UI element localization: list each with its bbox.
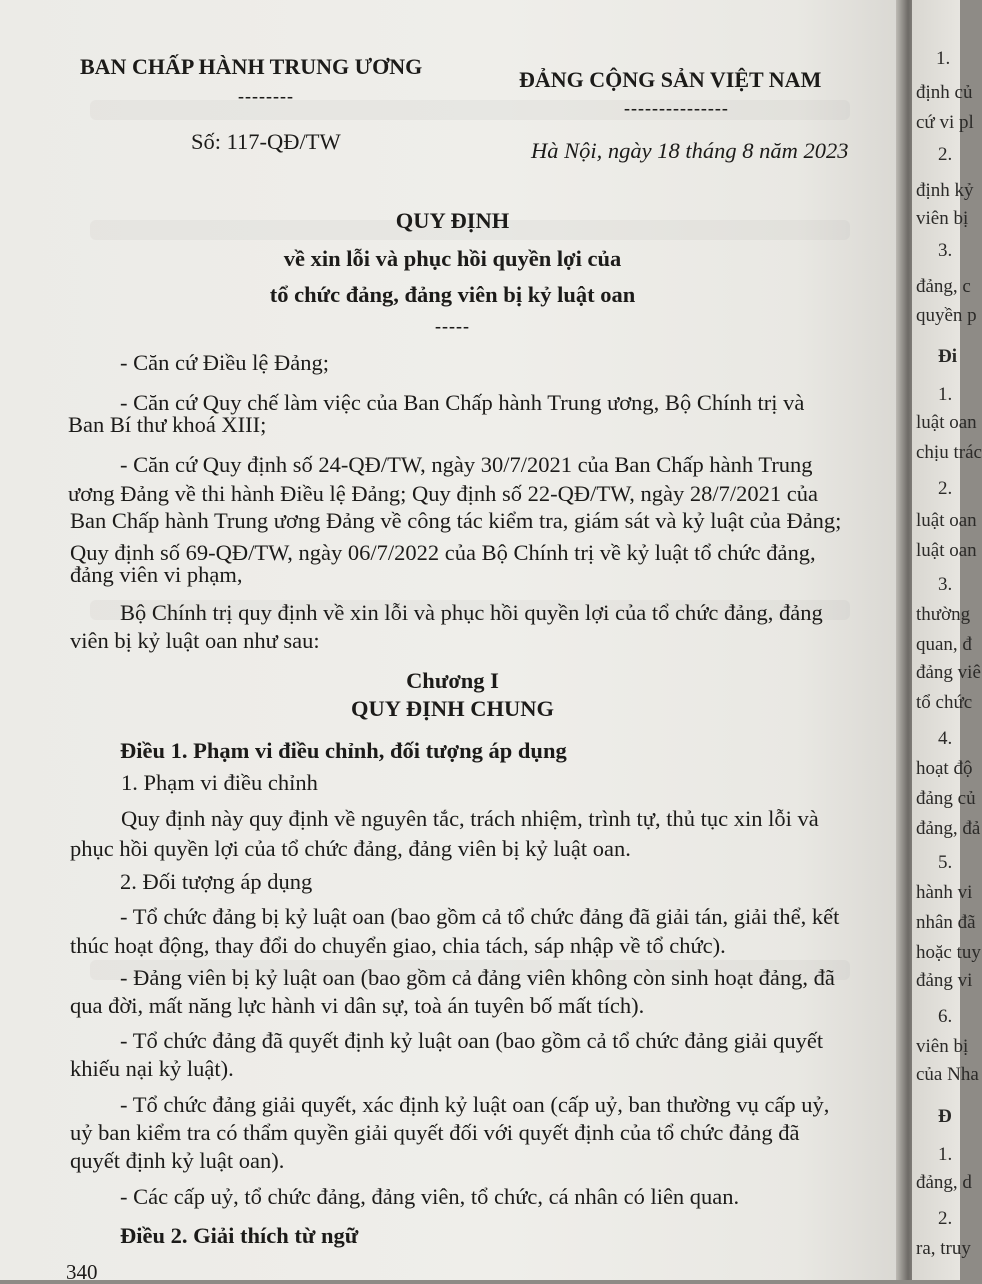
page-number: 340 [66, 1260, 98, 1284]
adjacent-page [912, 0, 982, 1280]
issuing-body: BAN CHẤP HÀNH TRUNG ƯƠNG [80, 54, 423, 79]
adjacent-page-fragment: đảng vi [916, 970, 973, 991]
adjacent-page-fragment: 1. [938, 384, 953, 405]
article-1-line: - Các cấp uỷ, tổ chức đảng, đảng viên, tổ chức, cá nhân có liên quan. [120, 1184, 740, 1209]
adjacent-page-fragment: viên bị [916, 208, 969, 229]
preamble-line: Ban Bí thư khoá XIII; [68, 412, 267, 437]
title-rule: ----- [435, 316, 470, 336]
adjacent-page-fragment: luật oan [916, 412, 977, 433]
document-subtitle-line1: về xin lỗi và phục hồi quyền lợi của [283, 246, 622, 271]
adjacent-page-fragment: hành vi [916, 882, 973, 903]
preamble-line: viên bị kỷ luật oan như sau: [70, 628, 320, 653]
chapter-number: Chương I [406, 668, 499, 693]
adjacent-page-fragment: 2. [938, 478, 953, 499]
adjacent-page-fragment: 4. [938, 728, 953, 749]
adjacent-page-fragment: Đ [938, 1106, 952, 1127]
adjacent-page-fragment: luật oan [916, 510, 977, 531]
adjacent-page-fragment: đảng củ [916, 788, 976, 809]
preamble-line: đảng viên vi phạm, [70, 562, 243, 587]
adjacent-page-fragment: 3. [938, 240, 953, 261]
adjacent-page-fragment: 2. [938, 1208, 953, 1229]
adjacent-page-fragment: 1. [938, 1144, 953, 1165]
party-name-rule: --------------- [624, 98, 729, 118]
preamble-line: Quy định số 69-QĐ/TW, ngày 06/7/2022 của Bộ Chính trị về kỷ luật tổ chức đảng, [70, 540, 816, 565]
adjacent-page-fragment: đảng, d [916, 1172, 972, 1193]
adjacent-page-fragment: chịu trác [916, 442, 982, 463]
adjacent-page-fragment: ra, truy [916, 1238, 971, 1259]
adjacent-page-fragment: hoạt độ [916, 758, 973, 779]
adjacent-page-fragment: đảng, đả [916, 818, 981, 839]
adjacent-page-fragment: quyền p [916, 305, 977, 326]
document-number: Số: 117-QĐ/TW [191, 129, 341, 154]
place-and-date: Hà Nội, ngày 18 tháng 8 năm 2023 [531, 138, 849, 163]
article-1-heading: Điều 1. Phạm vi điều chỉnh, đối tượng áp dụng [120, 738, 567, 763]
adjacent-page-fragment: định kỷ [916, 180, 974, 201]
article-1-line: Quy định này quy định về nguyên tắc, trách nhiệm, trình tự, thủ tục xin lỗi và [121, 806, 819, 831]
chapter-title: QUY ĐỊNH CHUNG [351, 696, 554, 721]
document-title: QUY ĐỊNH [395, 208, 510, 233]
article-1-line: phục hồi quyền lợi của tổ chức đảng, đảng viên bị kỷ luật oan. [70, 836, 631, 861]
adjacent-page-fragment: đảng, c [916, 276, 971, 297]
preamble-line: Ban Chấp hành Trung ương Đảng về công tác kiểm tra, giám sát và kỷ luật của Đảng; [70, 508, 842, 533]
article-1-line: qua đời, mất năng lực hành vi dân sự, toà án tuyên bố mất tích). [70, 993, 645, 1018]
article-1-line: - Tổ chức đảng giải quyết, xác định kỷ luật oan (cấp uỷ, ban thường vụ cấp uỷ, [120, 1092, 830, 1117]
adjacent-page-fragment: thường [916, 604, 971, 625]
article-1-line: khiếu nại kỷ luật). [70, 1056, 234, 1081]
preamble-line: Bộ Chính trị quy định về xin lỗi và phục hồi quyền lợi của tổ chức đảng, đảng [120, 600, 823, 625]
adjacent-page-fragment: đảng viê [916, 662, 981, 683]
adjacent-page-fragment: viên bị [916, 1036, 969, 1057]
adjacent-page-fragment: 2. [938, 144, 953, 165]
adjacent-page-fragment: của Nha [916, 1064, 979, 1085]
adjacent-page-fragment: hoặc tuy [916, 942, 981, 963]
preamble-line: ương Đảng về thi hành Điều lệ Đảng; Quy định số 22-QĐ/TW, ngày 28/7/2021 của [68, 481, 819, 506]
document-subtitle-line2: tổ chức đảng, đảng viên bị kỷ luật oan [269, 282, 636, 307]
article-1-line: uỷ ban kiểm tra có thẩm quyền giải quyết đối với quyết định của tổ chức đảng đã [70, 1120, 800, 1145]
adjacent-page-fragment: định củ [916, 82, 973, 103]
issuing-body-rule: -------- [238, 86, 294, 106]
adjacent-page-fragment: cứ vi pl [916, 112, 974, 133]
preamble-line: - Căn cứ Quy định số 24-QĐ/TW, ngày 30/7/2021 của Ban Chấp hành Trung [120, 452, 813, 477]
article-1-line: - Tổ chức đảng đã quyết định kỷ luật oan (bao gồm cả tổ chức đảng giải quyết [120, 1028, 824, 1053]
article-1-line: - Tổ chức đảng bị kỷ luật oan (bao gồm cả tổ chức đảng đã giải tán, giải thể, kết [120, 904, 840, 929]
adjacent-page-fragment: 3. [938, 574, 953, 595]
bleed-through [90, 100, 850, 120]
adjacent-page-fragment: luật oan [916, 540, 977, 561]
adjacent-page-fragment: 5. [938, 852, 953, 873]
preamble-line: - Căn cứ Điều lệ Đảng; [120, 350, 330, 375]
article-1-line: 2. Đối tượng áp dụng [120, 869, 313, 894]
party-name: ĐẢNG CỘNG SẢN VIỆT NAM [519, 67, 822, 92]
article-1-line: thúc hoạt động, thay đổi do chuyển giao, chia tách, sáp nhập về tổ chức). [70, 933, 726, 958]
article-1-line: quyết định kỷ luật oan). [70, 1148, 285, 1173]
article-1-line: 1. Phạm vi điều chỉnh [121, 770, 318, 795]
article-2-heading: Điều 2. Giải thích từ ngữ [120, 1223, 359, 1248]
adjacent-page-fragment: quan, đ [916, 634, 972, 655]
adjacent-page-fragment: 6. [938, 1006, 953, 1027]
adjacent-page-fragment: Đi [938, 346, 957, 367]
preamble-line: - Căn cứ Quy chế làm việc của Ban Chấp hành Trung ương, Bộ Chính trị và [120, 390, 805, 415]
article-1-line: - Đảng viên bị kỷ luật oan (bao gồm cả đảng viên không còn sinh hoạt đảng, đã [120, 965, 835, 990]
adjacent-page-fragment: tổ chức [916, 692, 973, 713]
adjacent-page-fragment: 1. [936, 48, 951, 69]
adjacent-page-fragment: nhân đã [916, 912, 976, 933]
